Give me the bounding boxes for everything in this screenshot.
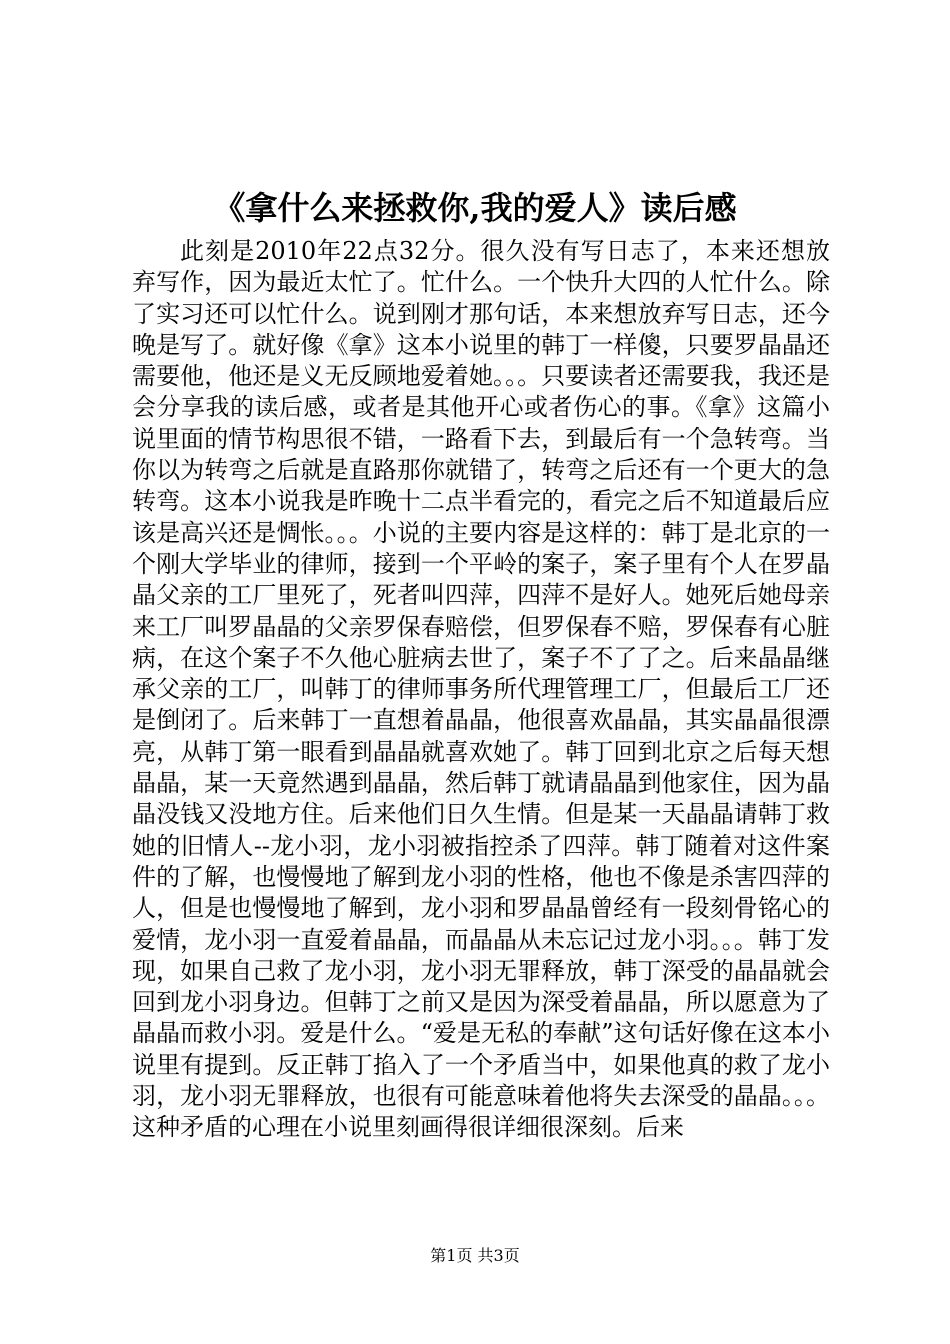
page-footer: 第1页 共3页 — [430, 1246, 520, 1265]
document-title: 《拿什么来拯救你,我的爱人》读后感 — [213, 189, 737, 227]
body-paragraph: 此刻是2010年22点32分。很久没有写日志了，本来还想放弃写作，因为最近太忙了。忙什么。一个快升大四的人忙什么。除了实习还可以忙什么。说到刚才那句话，本来想放弃写日志，还今晚是写了。就好像《拿》这本小说里的韩丁一样傻，只要罗晶晶还需要他，他还是义无反顾地爱着她。。。只要读者还需要我，我还是会分享我的读后感，或者是其他开心或者伤心的事。《拿》这篇小说里面的情节构思很不错，一路看下去，到最后有一个急转弯。当你以为转弯之后就是直路那你就错了，转弯之后还有一个更大的急转弯。这本小说我是昨晚十二点半看完的，看完之后不知道最后应该是高兴还是惆怅。。。小说的主要内容是这样的：韩丁是北京的一个刚大学毕业的律师，接到一个平岭的案子，案子里有个人在罗晶晶父亲的工厂里死了，死者叫四萍，四萍不是好人。她死后她母亲来工厂叫罗晶晶的父亲罗保春赔偿，但罗保春不赔，罗保春有心脏病，在这个案子不久他心脏病去世了，案子不了了之。后来晶晶继承父亲的工厂，叫韩丁的律师事务所代理管理工厂，但最后工厂还是倒闭了。后来韩丁一直想着晶晶，他很喜欢晶晶，其实晶晶很漂亮，从韩丁第一眼看到晶晶就喜欢她了。韩丁回到北京之后每天想晶晶，某一天竟然遇到晶晶，然后韩丁就请晶晶到他家住，因为晶晶没钱又没地方住。后来他们日久生情。但是某一天晶晶请韩丁救她的旧情人--龙小羽，龙小羽被指控杀了四萍。韩丁随着对这件案件的了解，也慢慢地了解到龙小羽的性格，他也不像是杀害四萍的人，但是也慢慢地了解到，龙小羽和罗晶晶曾经有一段刻骨铭心的爱情，龙小羽一直爱着晶晶，而晶晶从未忘记过龙小羽。。。韩丁发现，如果自己救了龙小羽，龙小羽无罪释放，韩丁深受的晶晶就会回到龙小羽身边。但韩丁之前又是因为深受着晶晶，所以愿意为了晶晶而救小羽。爱是什么。“爱是无私的奉献”这句话好像在这本小说里有提到。反正韩丁掐入了一个矛盾当中，如果他真的救了龙小羽，龙小羽无罪释放，也很有可能意味着他将失去深受的晶晶。。。这种矛盾的心理在小说里刻画得很详细很深刻。后来 — [132, 237, 830, 1142]
